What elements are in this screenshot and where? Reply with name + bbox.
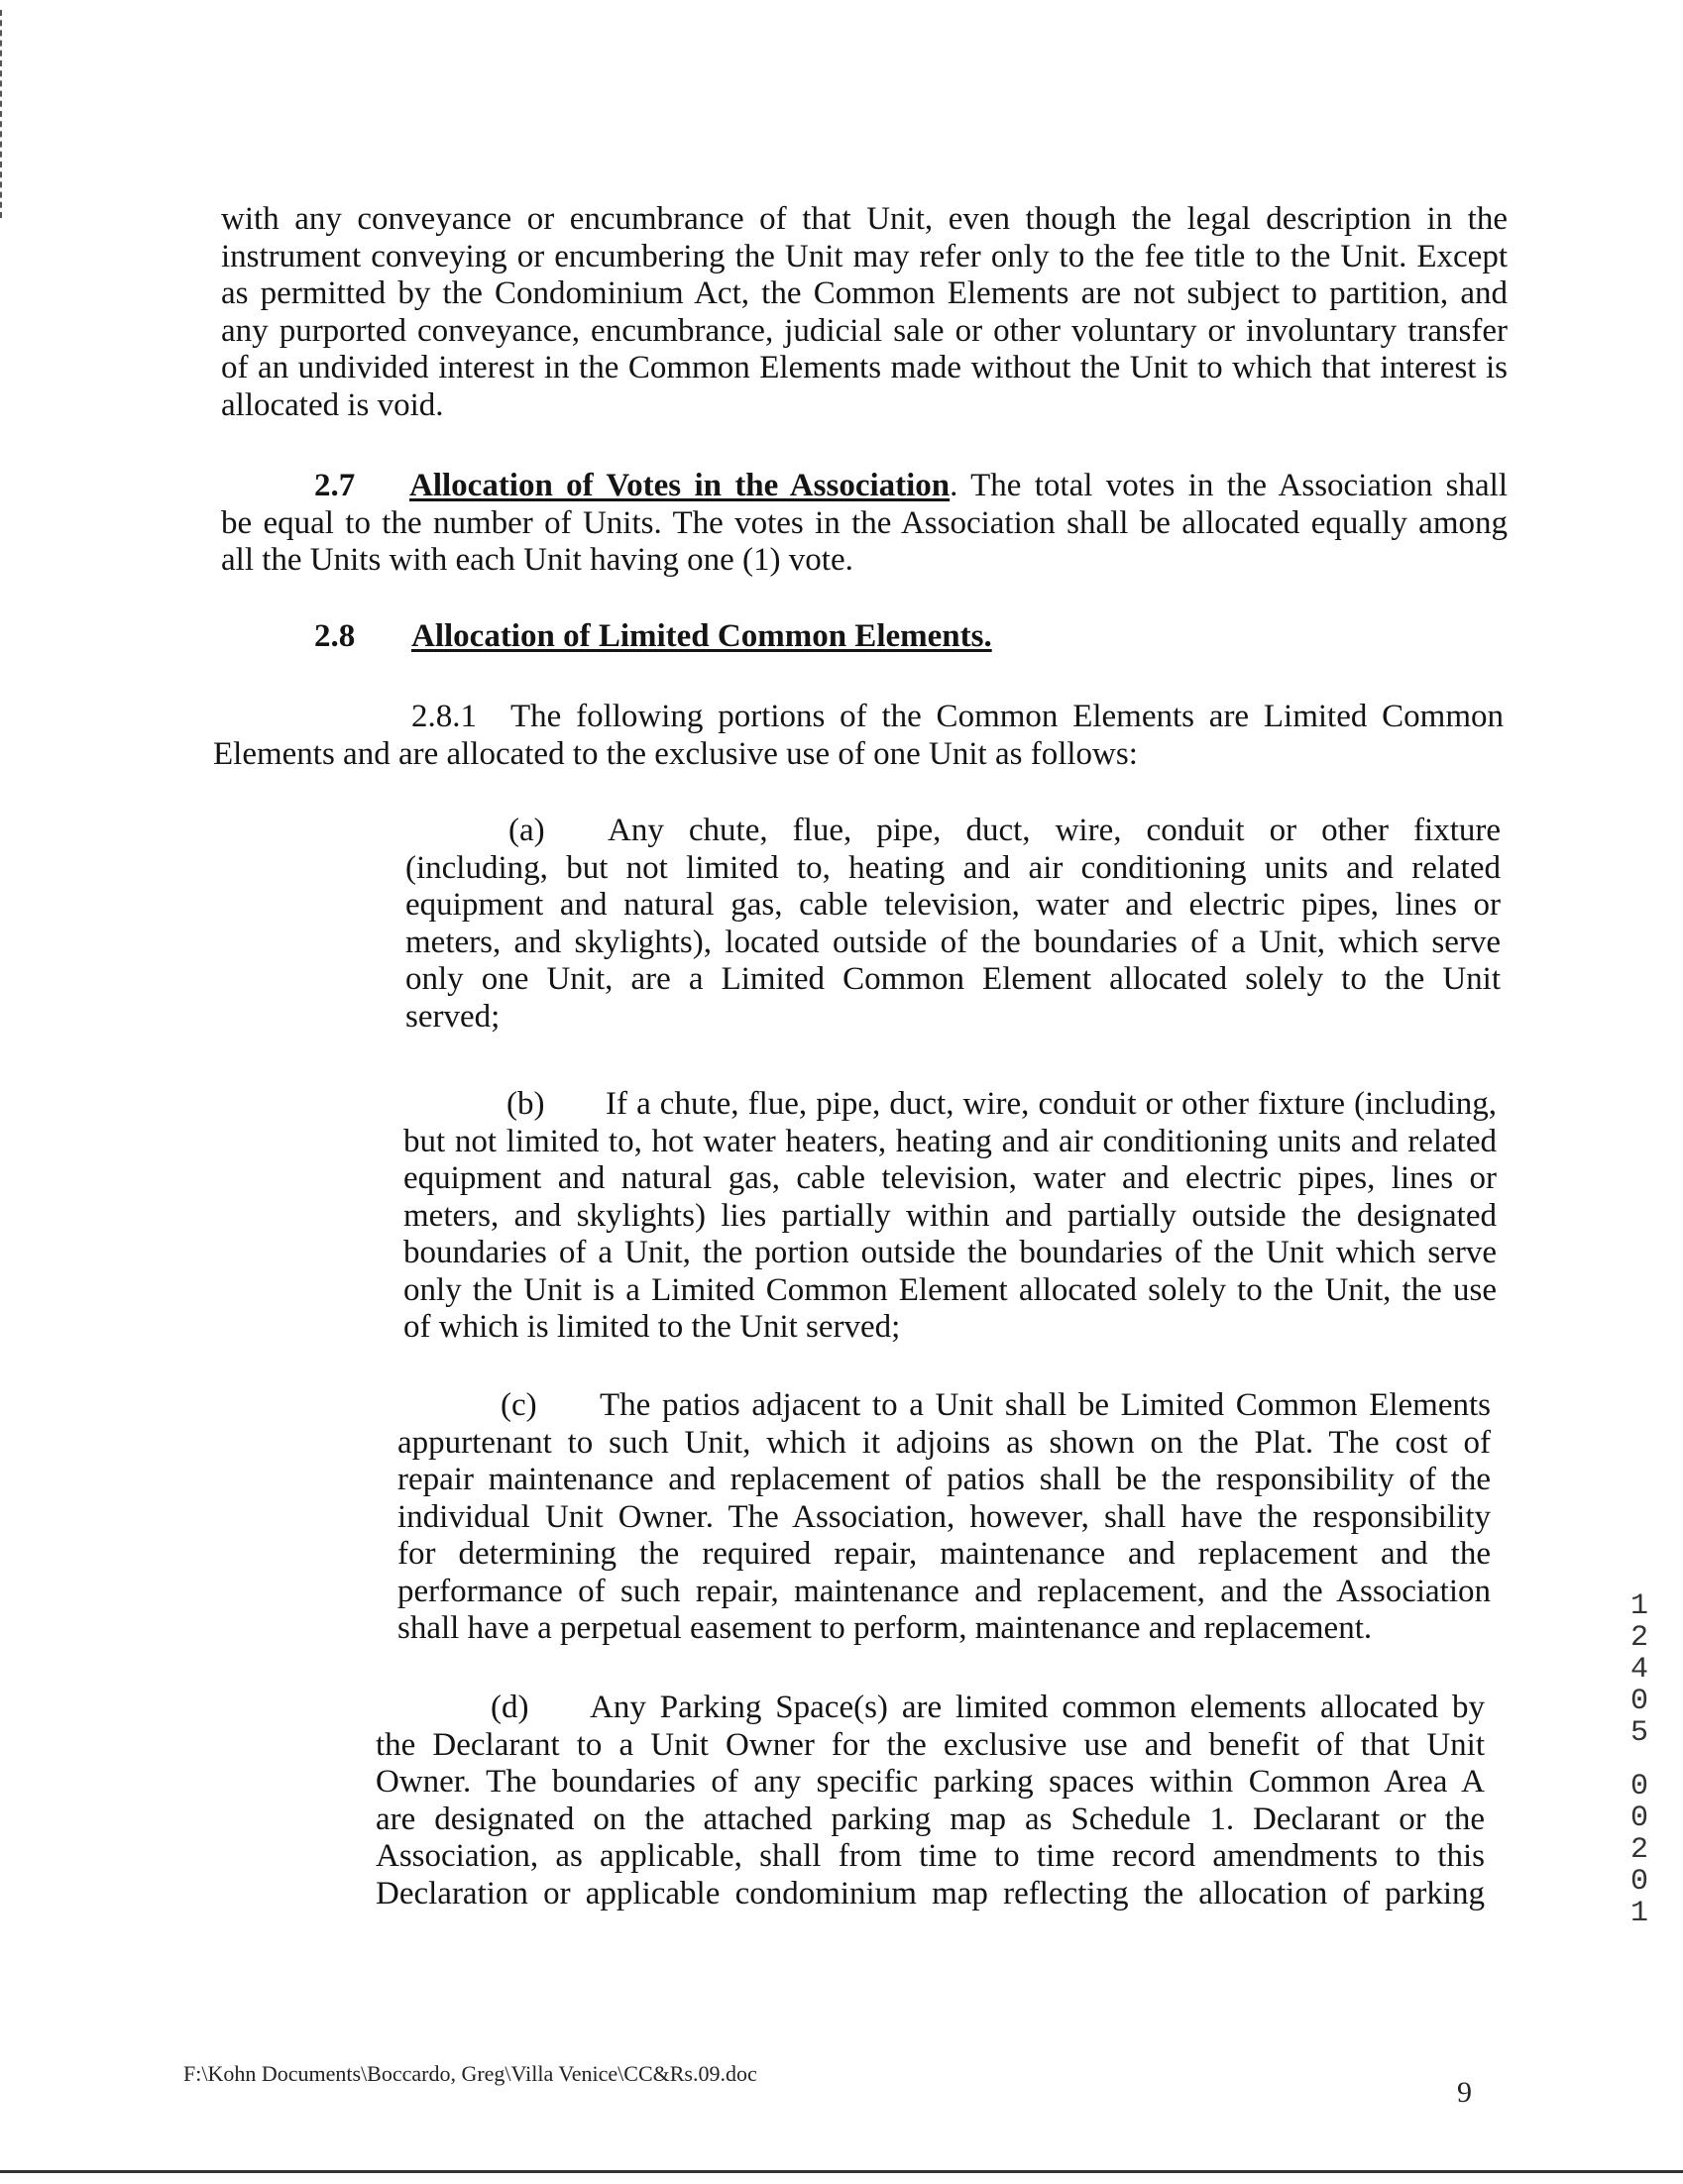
footer-file-path: F:\Kohn Documents\Boccardo, Greg\Villa Venice\CC&Rs.09.doc bbox=[183, 2061, 757, 2086]
text-line: of an undivided interest in the Common Elements made without the Unit to which that interest is bbox=[221, 350, 1508, 385]
text-line: are designated on the attached parking map as Schedule 1. Declarant or the bbox=[376, 1801, 1485, 1837]
item-label: (d) bbox=[491, 1690, 529, 1725]
section-number: 2.8 bbox=[314, 618, 356, 654]
stamp-char: 2 bbox=[1629, 1833, 1648, 1867]
text-line: boundaries of a Unit, the portion outside the boundaries of the Unit which serve bbox=[403, 1235, 1497, 1270]
text-line: individual Unit Owner. The Association, however, shall have the responsibility bbox=[397, 1498, 1491, 1535]
text-line: the Declarant to a Unit Owner for the exclusive use and benefit of that Unit bbox=[376, 1726, 1485, 1763]
text-line: as permitted by the Condominium Act, the Common Elements are not subject to partition, and bbox=[221, 275, 1508, 311]
item-b-first-line bbox=[403, 1086, 1497, 1124]
item-d bbox=[376, 1690, 1485, 1912]
text-run: Any chute, flue, pipe, duct, wire, conduit or other fixture bbox=[608, 813, 1501, 848]
section-2-8-1-first-line bbox=[213, 699, 1504, 736]
text-run: The patios adjacent to a Unit shall be Limited Common Elements bbox=[600, 1387, 1491, 1423]
stamp-char: 5 bbox=[1629, 1716, 1648, 1750]
text-line: equipment and natural gas, cable television, water and electric pipes, lines or bbox=[403, 1160, 1497, 1196]
text-line: be equal to the number of Units. The votes in the Association shall be allocated equally among bbox=[221, 504, 1508, 541]
text-line: Elements and are allocated to the exclusive use of one Unit as follows: bbox=[213, 735, 1138, 772]
text-line: for determining the required repair, maintenance and replacement and the bbox=[397, 1536, 1491, 1572]
text-line: repair maintenance and replacement of patios shall be the responsibility of the bbox=[397, 1462, 1491, 1497]
section-2-7 bbox=[221, 468, 1508, 580]
intro-paragraph bbox=[221, 201, 1508, 424]
text-line: allocated is void. bbox=[221, 386, 444, 423]
text-line: (including, but not limited to, heating and air conditioning units and related bbox=[405, 849, 1501, 886]
section-title: Allocation of Votes in the Association bbox=[409, 468, 951, 503]
item-b bbox=[403, 1086, 1497, 1347]
text-line: instrument conveying or encumbering the Unit may refer only to the fee title to the Unit. Except bbox=[221, 238, 1508, 274]
stamp-char: 1 bbox=[1629, 1897, 1648, 1930]
text-line: performance of such repair, maintenance and replacement, and the Association bbox=[397, 1573, 1491, 1609]
text-line: any purported conveyance, encumbrance, judicial sale or other voluntary or involuntary transfer bbox=[221, 312, 1508, 349]
section-number: 2.7 bbox=[314, 468, 356, 503]
stamp-char: 4 bbox=[1629, 1653, 1648, 1687]
section-2-8 bbox=[314, 618, 1206, 656]
item-a-first-line bbox=[405, 813, 1501, 850]
section-title: Allocation of Limited Common Elements. bbox=[411, 618, 992, 654]
text-line: with any conveyance or encumbrance of that Unit, even though the legal description in the bbox=[221, 201, 1508, 237]
scan-edge-marks bbox=[0, 10, 5, 218]
section-2-7-first-line bbox=[221, 468, 1508, 505]
item-d-first-line bbox=[376, 1690, 1485, 1727]
text-line: appurtenant to such Unit, which it adjoins as shown on the Plat. The cost of bbox=[397, 1424, 1491, 1461]
section-2-8-heading bbox=[314, 618, 1206, 656]
stamp-gap bbox=[1622, 1749, 1657, 1771]
item-label: (c) bbox=[501, 1387, 537, 1423]
item-c bbox=[397, 1387, 1491, 1648]
stamp-char: 2 bbox=[1629, 1621, 1648, 1655]
item-c-first-line bbox=[397, 1387, 1491, 1425]
text-run: Any Parking Space(s) are limited common elements allocated by bbox=[590, 1690, 1485, 1725]
section-2-8-1 bbox=[213, 699, 1504, 773]
text-line: served; bbox=[405, 998, 501, 1035]
page-bottom-rule bbox=[0, 2170, 1683, 2173]
stamp-char: 1 bbox=[1629, 1589, 1648, 1623]
text-line: meters, and skylights), located outside of the boundaries of a Unit, which serve bbox=[405, 924, 1501, 960]
text-line: Owner. The boundaries of any specific parking spaces within Common Area A bbox=[376, 1764, 1485, 1800]
item-a bbox=[405, 813, 1501, 1036]
page-number: 9 bbox=[1457, 2076, 1472, 2109]
stamp-char: 0 bbox=[1629, 1685, 1648, 1718]
text-line: but not limited to, hot water heaters, heating and air conditioning units and related bbox=[403, 1123, 1497, 1159]
text-line: Association, as applicable, shall from time to time record amendments to this bbox=[376, 1838, 1485, 1874]
text-line: all the Units with each Unit having one (1) vote. bbox=[221, 542, 853, 578]
stamp-char: 0 bbox=[1629, 1865, 1648, 1899]
text-line: equipment and natural gas, cable television, water and electric pipes, lines or bbox=[405, 887, 1501, 923]
recording-stamp bbox=[1622, 1590, 1657, 1929]
text-line: meters, and skylights) lies partially within and partially outside the designated bbox=[403, 1197, 1497, 1234]
stamp-char: 0 bbox=[1629, 1770, 1648, 1803]
text-line: of which is limited to the Unit served; bbox=[403, 1309, 901, 1345]
text-line: Declaration or applicable condominium map reflecting the allocation of parking bbox=[376, 1875, 1485, 1911]
item-label: (a) bbox=[508, 813, 545, 848]
text-line: only one Unit, are a Limited Common Element allocated solely to the Unit bbox=[405, 961, 1501, 997]
stamp-char: 0 bbox=[1629, 1802, 1648, 1835]
text-run: . The total votes in the Association shall bbox=[950, 468, 1508, 503]
text-line: shall have a perpetual easement to perform, maintenance and replacement. bbox=[397, 1610, 1373, 1646]
text-line: only the Unit is a Limited Common Element allocated solely to the Unit, the use bbox=[403, 1271, 1497, 1308]
subsection-number: 2.8.1 bbox=[411, 699, 477, 734]
item-label: (b) bbox=[506, 1086, 545, 1122]
text-run: If a chute, flue, pipe, duct, wire, conduit or other fixture (including, bbox=[606, 1086, 1497, 1122]
text-run: The following portions of the Common Elements are Limited Common bbox=[510, 699, 1504, 734]
